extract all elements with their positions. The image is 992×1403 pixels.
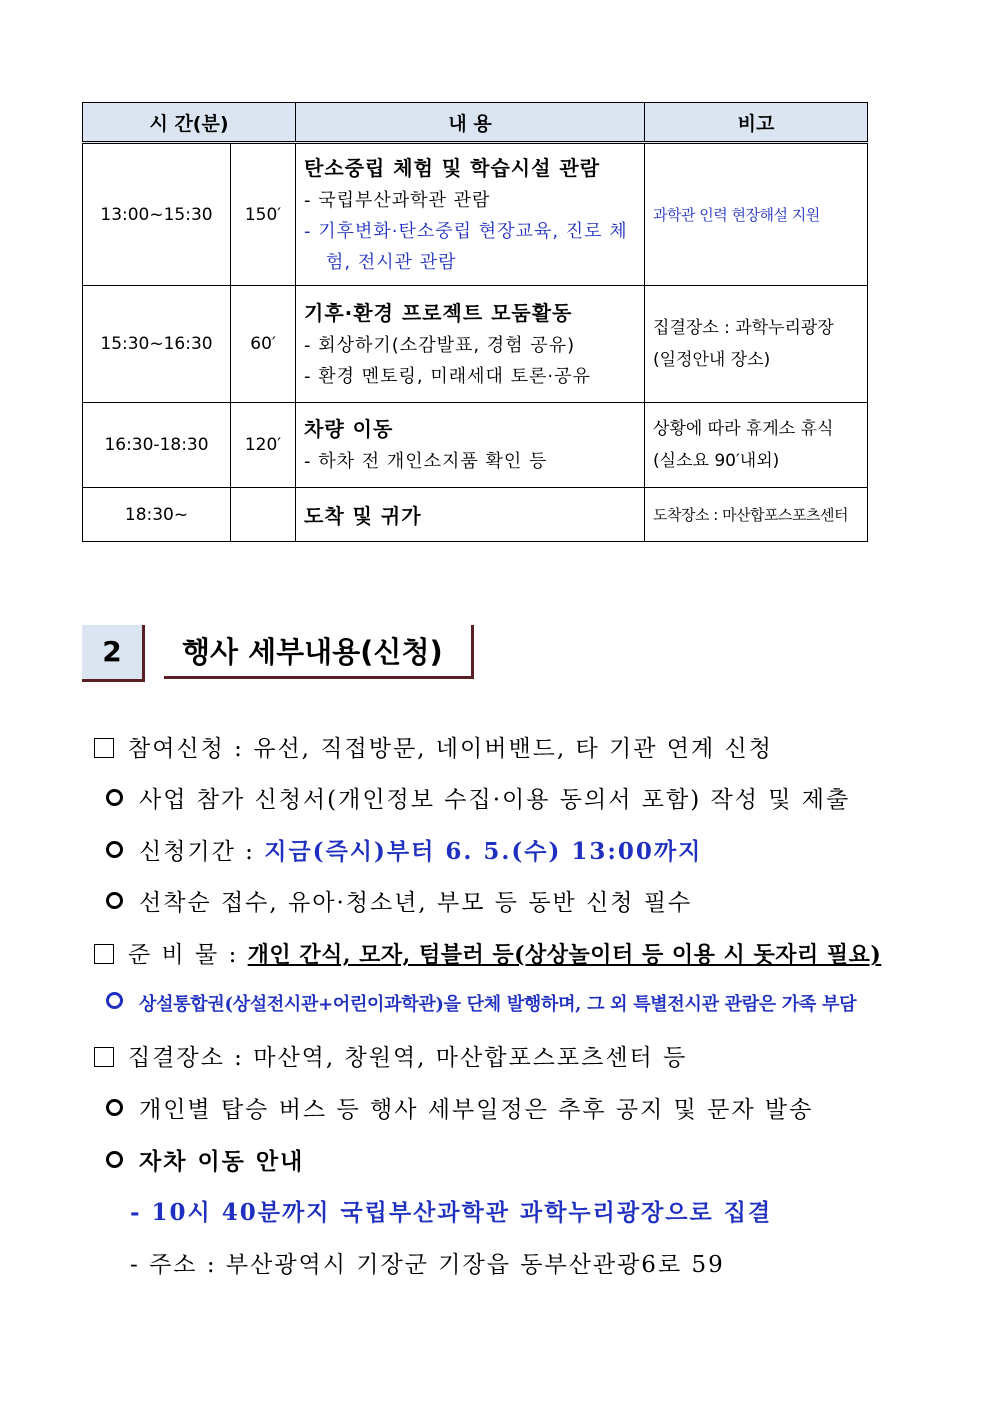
content-item: - 환경 멘토링, 미래세대 토론·공유: [304, 365, 591, 387]
list-item: [94, 1039, 687, 1072]
content-title: 차량 이동: [304, 417, 394, 441]
checkbox-square-icon: [94, 738, 114, 758]
prep-value: 개인 간식, 모자, 텀블러 등(상상놀이터 등 이용 시 돗자리 필요): [247, 942, 882, 968]
apply-sub3-text: 선착순 접수, 유아·청소년, 부모 등 동반 신청 필수: [139, 890, 693, 916]
time-cell: 16:30-18:30: [83, 403, 231, 488]
apply-text: 참여신청 : 유선, 직접방문, 네이버밴드, 타 기관 연계 신청: [128, 736, 773, 762]
circle-bullet-icon: [106, 841, 123, 858]
table-row: [83, 286, 868, 403]
note-cell: 집결장소 : 과학누리광장 (일정안내 장소): [645, 286, 868, 403]
table-row: [83, 143, 868, 286]
table-row: [83, 488, 868, 542]
circle-bullet-icon: [106, 892, 123, 909]
time-cell: 13:00~15:30: [83, 143, 231, 286]
meet-text: 집결장소 : 마산역, 창원역, 마산합포스포츠센터 등: [128, 1045, 688, 1071]
header-note: 비고: [645, 103, 868, 143]
content-item: - 하차 전 개인소지품 확인 등: [304, 451, 548, 472]
meet-sub1-text: 개인별 탑승 버스 등 행사 세부일정은 추후 공지 및 문자 발송: [139, 1097, 814, 1123]
table-row: [83, 403, 868, 488]
checkbox-square-icon: [94, 1047, 114, 1067]
circle-bullet-icon: [106, 1151, 123, 1168]
meet-dash2-text: - 주소 : 부산광역시 기장군 기장읍 동부산관광6로 59: [130, 1252, 725, 1278]
duration-cell: 120′: [231, 403, 296, 488]
duration-cell: [231, 488, 296, 542]
content-title: 도착 및 귀가: [304, 504, 422, 528]
circle-bullet-icon: [106, 1099, 123, 1116]
table-header-row: [83, 103, 868, 143]
content-cell: [296, 403, 645, 488]
list-item: [106, 833, 702, 866]
content-title: 기후·환경 프로젝트 모둠활동: [304, 300, 573, 325]
list-item: [94, 936, 881, 969]
section-title: 행사 세부내용(신청): [164, 625, 474, 679]
list-item: [106, 990, 856, 1016]
apply-period-label: 신청기간 :: [139, 839, 265, 865]
note-cell: 도착장소 : 마산합포스포츠센터: [645, 488, 868, 542]
list-item: [106, 781, 850, 814]
content-item: - 회상하기(소감발표, 경험 공유): [304, 334, 576, 356]
duration-cell: 60′: [231, 286, 296, 403]
time-cell: 15:30~16:30: [83, 286, 231, 403]
list-item: [106, 1091, 813, 1124]
content-cell: [296, 286, 645, 403]
header-content: 내 용: [296, 103, 645, 143]
apply-period-value: 지금(즉시)부터 6. 5.(수) 13:00까지: [264, 838, 703, 865]
prep-sub-text: 상설통합권(상설전시관+어린이과학관)을 단체 발행하며, 그 외 특별전시관 관람은 가족 부담: [139, 994, 857, 1015]
meet-sub2-text: 자차 이동 안내: [139, 1148, 305, 1175]
note-cell: 상황에 따라 휴게소 휴식 (실소요 90′내외): [645, 403, 868, 488]
checkbox-square-icon: [94, 944, 114, 964]
content-title: 탄소중립 체험 및 학습시설 관람: [304, 155, 601, 180]
list-item: [106, 884, 692, 917]
content-cell: [296, 143, 645, 286]
content-cell: [296, 488, 645, 542]
apply-sub1-text: 사업 참가 신청서(개인정보 수집·이용 동의서 포함) 작성 및 제출: [139, 787, 851, 813]
content-item: - 국립부산과학관 관람: [304, 189, 491, 211]
prep-label: 준 비 물 :: [128, 942, 248, 968]
list-item: [106, 1143, 304, 1176]
list-item: [94, 730, 773, 763]
time-cell: 18:30~: [83, 488, 231, 542]
header-time: 시 간(분): [83, 103, 296, 143]
content-item: - 기후변화·탄소중립 현장교육, 진로 체험, 전시관 관람: [304, 220, 628, 273]
circle-bullet-icon: [106, 992, 123, 1009]
section-number: 2: [82, 625, 145, 682]
meet-dash1-text: - 10시 40분까지 국립부산과학관 과학누리광장으로 집결: [130, 1199, 773, 1226]
duration-cell: 150′: [231, 143, 296, 286]
circle-bullet-icon: [106, 789, 123, 806]
note-cell: 과학관 인력 현장해설 지원: [645, 143, 868, 286]
schedule-table: [82, 102, 868, 542]
